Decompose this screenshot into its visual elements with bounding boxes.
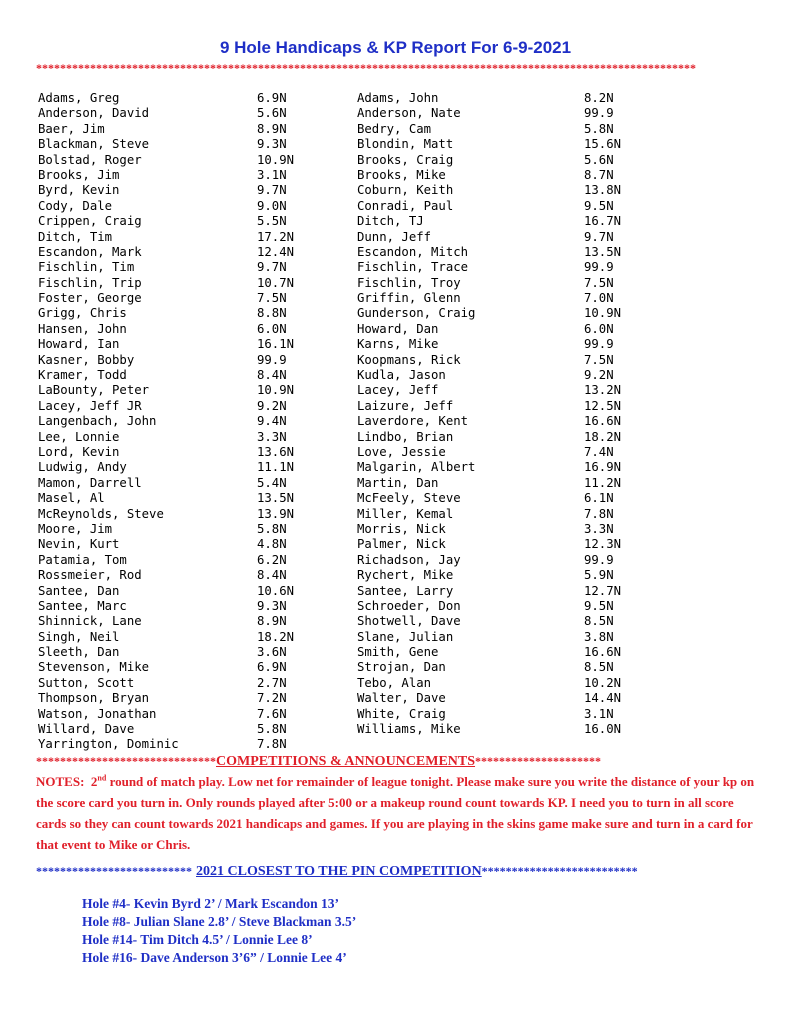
player-handicap: 6.9N — [257, 91, 287, 105]
player-name: McReynolds, Steve — [38, 506, 164, 521]
player-row — [38, 91, 338, 106]
player-handicap: 10.2N — [584, 675, 622, 690]
player-row — [38, 599, 338, 614]
player-name: Ditch, TJ — [357, 214, 424, 229]
notes-text: round of match play. Low net for remainder of league tonight. Please make sure you write the distance of your kp on the score card you turn in. Only rounds played after 5:00 or a makeup round count towards KP. I need you to turn in all score cards so they can count towards 2021 handicaps and games. If you are playing in the skins game make sure and turn in a card for that event to Mike or Chris. — [36, 774, 755, 852]
player-handicap: 10.9N — [257, 383, 295, 398]
report-title: 9 Hole Handicaps & KP Report For 6-9-2021 — [219, 38, 572, 57]
player-row — [38, 106, 338, 121]
player-handicap: 15.6N — [584, 137, 622, 152]
player-row — [38, 306, 338, 321]
player-name: Kramer, Todd — [38, 368, 127, 383]
player-name: Fischlin, Tim — [38, 260, 135, 275]
player-row — [38, 568, 338, 583]
round-number: 2 — [90, 774, 98, 789]
player-row — [357, 568, 657, 583]
player-row — [38, 368, 338, 383]
competitions-heading: COMPETITIONS & ANNOUNCEMENTS — [216, 754, 476, 769]
player-row — [357, 368, 657, 383]
player-handicap: 9.5N — [584, 198, 614, 213]
player-row — [38, 430, 338, 445]
player-row — [357, 584, 657, 599]
player-name: Santee, Larry — [357, 583, 454, 598]
player-handicap: 6.1N — [584, 491, 614, 506]
player-name: Lindbo, Brian — [357, 429, 454, 444]
player-handicap: 7.4N — [584, 444, 614, 459]
player-handicap: 16.9N — [584, 460, 622, 475]
player-name: Brooks, Mike — [357, 167, 446, 182]
player-handicap: 12.7N — [584, 583, 622, 598]
player-name: Masel, Al — [38, 491, 105, 506]
player-name: Gunderson, Craig — [357, 306, 476, 321]
player-name: Rychert, Mike — [357, 568, 454, 583]
player-row — [357, 537, 657, 552]
player-handicap: 9.2N — [257, 398, 287, 413]
player-handicap: 8.5N — [584, 660, 614, 675]
player-name: Yarrington, Dominic — [38, 737, 179, 752]
player-row — [38, 291, 338, 306]
player-name: Fischlin, Trace — [357, 260, 469, 275]
player-name: Karns, Mike — [357, 337, 439, 352]
player-name: Moore, Jim — [38, 521, 113, 536]
player-handicap: 13.5N — [257, 491, 295, 506]
player-handicap: 13.5N — [584, 244, 622, 259]
player-name: Tebo, Alan — [357, 675, 432, 690]
player-handicap: 11.2N — [584, 475, 622, 490]
player-name: Kudla, Jason — [357, 368, 446, 383]
player-handicap: 8.4N — [257, 368, 287, 383]
player-row — [357, 399, 657, 414]
player-row — [38, 153, 338, 168]
player-row — [357, 553, 657, 568]
player-row — [357, 260, 657, 275]
player-handicap: 18.2N — [257, 629, 295, 644]
player-handicap: 99.9 — [257, 352, 287, 367]
notes-paragraph — [36, 771, 760, 855]
player-handicap: 12.3N — [584, 537, 622, 552]
player-row — [357, 337, 657, 352]
player-handicap: 10.9N — [584, 306, 622, 321]
player-name: Blondin, Matt — [357, 137, 454, 152]
player-handicap: 6.2N — [257, 552, 287, 567]
player-handicap: 14.4N — [584, 691, 622, 706]
player-handicap: 5.9N — [584, 568, 614, 583]
player-row — [38, 230, 338, 245]
player-name: Dunn, Jeff — [357, 229, 432, 244]
player-name: Smith, Gene — [357, 645, 439, 660]
player-handicap: 4.8N — [257, 537, 287, 552]
player-handicap: 9.4N — [257, 414, 287, 429]
player-row — [357, 183, 657, 198]
player-name: Conradi, Paul — [357, 198, 454, 213]
player-name: Brooks, Jim — [38, 167, 120, 182]
player-row — [38, 460, 338, 475]
player-row — [38, 584, 338, 599]
player-name: Willard, Dave — [38, 722, 135, 737]
player-handicap: 3.3N — [584, 521, 614, 536]
player-handicap: 13.2N — [584, 383, 622, 398]
player-row — [357, 722, 657, 737]
player-row — [357, 291, 657, 306]
kp-hole-16: Hole #16- Dave Anderson 3’6” / Lonnie Lee 4’ — [82, 950, 347, 965]
player-handicap: 9.3N — [257, 598, 287, 613]
kp-stars-left: ************************** — [36, 864, 192, 878]
stars-left: ****************************** — [36, 754, 216, 768]
player-row — [38, 553, 338, 568]
player-row — [357, 383, 657, 398]
player-handicap: 3.1N — [257, 167, 287, 182]
player-name: Brooks, Craig — [357, 152, 454, 167]
player-name: Santee, Dan — [38, 583, 120, 598]
player-handicap: 8.4N — [257, 568, 287, 583]
player-row — [38, 507, 338, 522]
player-handicap: 9.5N — [584, 598, 614, 613]
player-row — [357, 106, 657, 121]
player-name: Byrd, Kevin — [38, 183, 120, 198]
player-handicap: 5.6N — [257, 106, 287, 121]
player-name: Blackman, Steve — [38, 137, 150, 152]
player-handicap: 11.1N — [257, 460, 295, 475]
kp-stars-right: ************************** — [481, 864, 638, 878]
player-handicap: 9.7N — [257, 183, 287, 198]
player-name: Martin, Dan — [357, 475, 439, 490]
player-handicap: 16.1N — [257, 337, 295, 352]
player-row — [38, 722, 338, 737]
player-row — [38, 137, 338, 152]
player-name: McFeely, Steve — [357, 491, 461, 506]
player-row — [357, 460, 657, 475]
player-handicap: 17.2N — [257, 229, 295, 244]
player-name: Fischlin, Trip — [38, 275, 142, 290]
player-name: Cody, Dale — [38, 198, 113, 213]
player-row — [357, 137, 657, 152]
player-name: Walter, Dave — [357, 691, 446, 706]
player-row — [357, 522, 657, 537]
player-name: Shotwell, Dave — [357, 614, 461, 629]
player-name: Escandon, Mitch — [357, 244, 469, 259]
player-row — [357, 676, 657, 691]
player-name: Bolstad, Roger — [38, 152, 142, 167]
player-name: Anderson, Nate — [357, 106, 461, 121]
player-row — [38, 660, 338, 675]
player-handicap: 3.8N — [584, 629, 614, 644]
player-row — [357, 630, 657, 645]
round-suffix: nd — [97, 773, 107, 783]
player-handicap: 7.0N — [584, 291, 614, 306]
player-handicap: 99.9 — [584, 106, 614, 121]
player-handicap: 8.5N — [584, 614, 614, 629]
player-handicap: 7.8N — [584, 506, 614, 521]
player-row — [38, 168, 338, 183]
player-handicap: 8.2N — [584, 91, 614, 105]
player-row — [38, 445, 338, 460]
player-handicap: 2.7N — [257, 675, 287, 690]
player-name: Coburn, Keith — [357, 183, 454, 198]
player-row — [38, 414, 338, 429]
player-row — [357, 245, 657, 260]
player-handicap: 13.9N — [257, 506, 295, 521]
player-name: Richadson, Jay — [357, 552, 461, 567]
player-name: Howard, Ian — [38, 337, 120, 352]
player-name: Laizure, Jeff — [357, 398, 454, 413]
player-name: Sutton, Scott — [38, 675, 135, 690]
player-handicap: 5.4N — [257, 475, 287, 490]
player-name: Grigg, Chris — [38, 306, 127, 321]
player-row — [357, 230, 657, 245]
player-row — [357, 168, 657, 183]
player-handicap: 8.9N — [257, 614, 287, 629]
player-handicap: 7.5N — [584, 275, 614, 290]
player-handicap: 8.7N — [584, 167, 614, 182]
player-handicap: 5.8N — [257, 521, 287, 536]
player-handicap: 16.0N — [584, 722, 622, 737]
player-row — [38, 537, 338, 552]
kp-hole-8: Hole #8- Julian Slane 2.8’ / Steve Blackman 3.5’ — [82, 914, 357, 929]
player-name: Morris, Nick — [357, 521, 446, 536]
player-row — [357, 91, 657, 106]
player-name: Mamon, Darrell — [38, 475, 142, 490]
player-row — [38, 183, 338, 198]
player-row — [357, 306, 657, 321]
player-row — [357, 660, 657, 675]
player-name: Lord, Kevin — [38, 444, 120, 459]
player-row — [357, 276, 657, 291]
player-row — [38, 630, 338, 645]
player-row — [357, 122, 657, 137]
player-handicap: 5.6N — [584, 152, 614, 167]
player-row — [38, 645, 338, 660]
player-handicap: 9.2N — [584, 368, 614, 383]
player-name: Koopmans, Rick — [357, 352, 461, 367]
player-handicap: 9.3N — [257, 137, 287, 152]
player-row — [357, 322, 657, 337]
player-handicap: 6.0N — [584, 321, 614, 336]
player-name: Baer, Jim — [38, 121, 105, 136]
player-name: Watson, Jonathan — [38, 706, 157, 721]
player-name: LaBounty, Peter — [38, 383, 150, 398]
player-name: Bedry, Cam — [357, 121, 432, 136]
player-name: Schroeder, Don — [357, 598, 461, 613]
player-handicap: 10.9N — [257, 152, 295, 167]
player-name: Laverdore, Kent — [357, 414, 469, 429]
player-name: Santee, Marc — [38, 598, 127, 613]
player-row — [38, 399, 338, 414]
player-name: Lee, Lonnie — [38, 429, 120, 444]
player-row — [38, 476, 338, 491]
stars-right: ********************* — [475, 754, 602, 768]
player-name: Singh, Neil — [38, 629, 120, 644]
player-row — [357, 445, 657, 460]
player-row — [357, 707, 657, 722]
player-handicap: 7.2N — [257, 691, 287, 706]
player-row — [38, 245, 338, 260]
player-name: Shinnick, Lane — [38, 614, 142, 629]
player-name: Malgarin, Albert — [357, 460, 476, 475]
notes-label: NOTES: — [36, 774, 85, 789]
player-name: Palmer, Nick — [357, 537, 446, 552]
player-name: Howard, Dan — [357, 321, 439, 336]
player-handicap: 3.1N — [584, 706, 614, 721]
player-handicap: 9.7N — [584, 229, 614, 244]
player-row — [38, 276, 338, 291]
player-row — [38, 737, 338, 752]
player-handicap: 16.6N — [584, 645, 622, 660]
kp-header — [36, 862, 756, 880]
player-name: Hansen, John — [38, 321, 127, 336]
player-name: Strojan, Dan — [357, 660, 446, 675]
player-name: Miller, Kemal — [357, 506, 454, 521]
top-separator: ************************************************************************************************************** — [36, 62, 696, 74]
player-row — [38, 676, 338, 691]
player-row — [357, 353, 657, 368]
player-row — [357, 199, 657, 214]
player-name: Ludwig, Andy — [38, 460, 127, 475]
player-handicap: 7.8N — [257, 737, 287, 752]
player-handicap: 8.8N — [257, 306, 287, 321]
player-row — [38, 614, 338, 629]
player-name: Escandon, Mark — [38, 244, 142, 259]
player-handicap: 16.7N — [584, 214, 622, 229]
player-row — [38, 122, 338, 137]
player-name: Lacey, Jeff JR — [38, 398, 142, 413]
player-name: White, Craig — [357, 706, 446, 721]
player-row — [357, 414, 657, 429]
player-row — [38, 383, 338, 398]
player-handicap: 13.6N — [257, 444, 295, 459]
player-name: Rossmeier, Rod — [38, 568, 142, 583]
player-row — [38, 322, 338, 337]
player-name: Kasner, Bobby — [38, 352, 135, 367]
player-row — [357, 599, 657, 614]
player-name: Anderson, David — [38, 106, 150, 121]
player-handicap: 3.3N — [257, 429, 287, 444]
player-handicap: 5.8N — [257, 722, 287, 737]
player-row — [357, 491, 657, 506]
player-handicap: 7.5N — [257, 291, 287, 306]
player-row — [357, 476, 657, 491]
player-handicap: 6.9N — [257, 660, 287, 675]
player-handicap: 13.8N — [584, 183, 622, 198]
player-row — [357, 614, 657, 629]
player-name: Patamia, Tom — [38, 552, 127, 567]
player-name: Griffin, Glenn — [357, 291, 461, 306]
player-handicap: 16.6N — [584, 414, 622, 429]
player-handicap: 7.5N — [584, 352, 614, 367]
player-handicap: 7.6N — [257, 706, 287, 721]
player-handicap: 8.9N — [257, 121, 287, 136]
player-row — [357, 153, 657, 168]
player-name: Adams, Greg — [38, 91, 120, 105]
player-name: Love, Jessie — [357, 444, 446, 459]
player-handicap: 99.9 — [584, 552, 614, 567]
player-name: Ditch, Tim — [38, 229, 113, 244]
player-name: Stevenson, Mike — [38, 660, 150, 675]
player-row — [38, 353, 338, 368]
player-row — [38, 337, 338, 352]
kp-results — [82, 895, 682, 967]
player-row — [357, 430, 657, 445]
player-name: Adams, John — [357, 91, 439, 105]
player-name: Langenbach, John — [38, 414, 157, 429]
player-handicap: 10.6N — [257, 583, 295, 598]
handicap-list-right — [357, 91, 657, 737]
handicap-list-left — [38, 91, 338, 753]
player-row — [357, 691, 657, 706]
kp-hole-14: Hole #14- Tim Ditch 4.5’ / Lonnie Lee 8’ — [82, 932, 313, 947]
player-handicap: 99.9 — [584, 260, 614, 275]
player-handicap: 5.5N — [257, 214, 287, 229]
kp-heading: 2021 CLOSEST TO THE PIN COMPETITION — [196, 864, 482, 879]
player-handicap: 9.0N — [257, 198, 287, 213]
player-row — [38, 522, 338, 537]
player-handicap: 9.7N — [257, 260, 287, 275]
player-name: Thompson, Bryan — [38, 691, 150, 706]
player-name: Crippen, Craig — [38, 214, 142, 229]
player-row — [38, 491, 338, 506]
kp-hole-4: Hole #4- Kevin Byrd 2’ / Mark Escandon 13’ — [82, 896, 340, 911]
player-handicap: 12.4N — [257, 244, 295, 259]
player-handicap: 18.2N — [584, 429, 622, 444]
player-row — [38, 214, 338, 229]
player-handicap: 6.0N — [257, 321, 287, 336]
player-name: Foster, George — [38, 291, 142, 306]
player-handicap: 12.5N — [584, 398, 622, 413]
player-row — [357, 507, 657, 522]
player-row — [38, 199, 338, 214]
player-name: Nevin, Kurt — [38, 537, 120, 552]
player-name: Slane, Julian — [357, 629, 454, 644]
player-name: Sleeth, Dan — [38, 645, 120, 660]
player-row — [38, 260, 338, 275]
player-name: Lacey, Jeff — [357, 383, 439, 398]
player-name: Williams, Mike — [357, 722, 461, 737]
competitions-header — [36, 752, 756, 768]
player-row — [357, 645, 657, 660]
player-handicap: 3.6N — [257, 645, 287, 660]
player-handicap: 99.9 — [584, 337, 614, 352]
player-handicap: 10.7N — [257, 275, 295, 290]
player-name: Fischlin, Troy — [357, 275, 461, 290]
player-handicap: 5.8N — [584, 121, 614, 136]
player-row — [38, 691, 338, 706]
player-row — [38, 707, 338, 722]
player-row — [357, 214, 657, 229]
